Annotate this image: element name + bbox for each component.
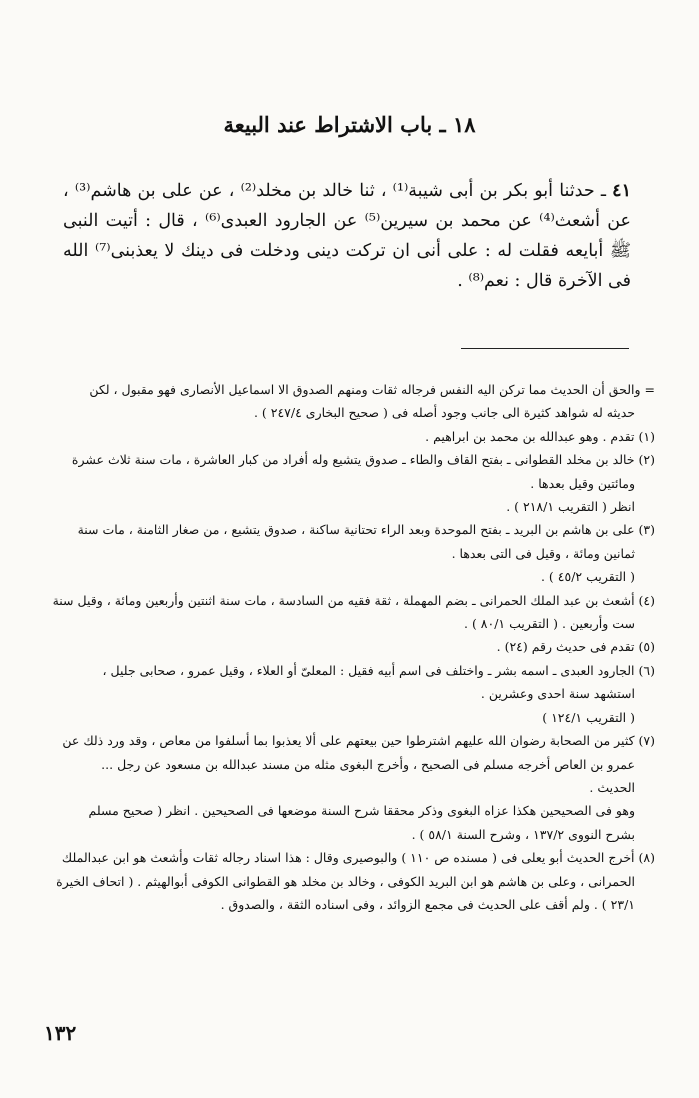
footnote-line: (٤) أشعث بن عبد الملك الحمرانى ـ بضم المهملة ، ثقة فقيه من السادسة ، مات سنة اثنتين وأربعين ومائة ، وقيل سنة xyxy=(52,592,655,608)
footnote-line: = والحق أن الحديث مما تركن اليه النفس فرجاله ثقات ومنهم الصدوق الا اسماعيل الأنصارى فهو مقبول ، لكن xyxy=(89,382,655,397)
footnote-line: بشرح النووى ١٣٧/٢ ، وشرح السنة ٥٨/١ ) . xyxy=(411,826,635,842)
footnote-line: ومائتين وقيل بعدها . xyxy=(530,475,635,491)
footnote-line: ثمانين ومائة ، وقيل فى التى بعدها . xyxy=(451,545,635,561)
footnote-line: حديثه له شواهد كثيرة الى جانب وجود أصله فى ( صحيح البخارى ٢٤٧/٤ ) . xyxy=(253,405,635,421)
footnote-line: (٦) الجارود العبدى ـ اسمه بشر ـ واختلف فى اسم أبيه فقيل : المعلىّ أو العلاء ، وقيل عمرو ، صحابى جليل ، xyxy=(102,662,655,678)
footnote-line: الحمرانى ، وعلى بن هاشم هو ابن البريد الكوفى ، وخالد بن مخلد هو القطوانى الكوفى أبوالهيثم . ( اتحاف الخيرة xyxy=(56,873,635,889)
footnotes xyxy=(45,378,655,916)
page-number: ١٣٢ xyxy=(44,1021,77,1045)
footnote-line: (٣) على بن هاشم بن البريد ـ بفتح الموحدة وبعد الراء تحتانية ساكنة ، صدوق يتشيع ، من صغار الثامنة ، مات سنة xyxy=(77,522,655,538)
footnote-line: (٧) كثير من الصحابة رضوان الله عليهم اشترطوا حين بيعتهم على ألا يعذبوا بما أسلفوا من معاص ، وقد ورد ذلك عن xyxy=(62,733,655,749)
footnote-line: وهو فى الصحيحين هكذا عزاه البغوى وذكر محققا شرح السنة موضعها فى الصحيحين . انظر ( صحيح مسلم xyxy=(88,803,635,819)
footnote-line: ٢٣/١ ) . ولم أقف على الحديث فى مجمع الزوائد ، وفى اسناده الثقة ، والصدوق . xyxy=(220,896,635,912)
hadith-paragraph xyxy=(63,176,631,296)
footnote-line: ست وأربعين . ( التقريب ٨٠/١ ) . xyxy=(464,616,635,632)
hadith-block xyxy=(63,176,631,296)
footnote-line: استشهد سنة احدى وعشرين . xyxy=(480,686,635,702)
footnote-line: (١) تقدم . وهو عبدالله بن محمد بن ابراهيم . xyxy=(425,428,655,444)
footnote-line: عمرو بن العاص أخرجه مسلم فى الصحيح ، وأخرج البغوى مثله من مسند عبدالله بن مسعود عن رجل ... xyxy=(101,756,635,772)
hadith-number: ٤١ xyxy=(612,181,631,201)
hadith-text: ـ حدثنا أبو بكر بن أبى شيبة⁽¹⁾ ، ثنا خالد بن مخلد⁽²⁾ ، عن على بن هاشم⁽³⁾ ، عن أشعث⁽⁴⁾ عن محمد بن سيرين⁽⁵⁾ عن الجارود العبدى⁽⁶⁾ ، قال : أتيت النبى ﷺ أبايعه فقلت له : على أنى ان تركت دينى ودخلت فى دينك لا يعذبنى⁽⁷⁾ الله فى الآخرة قال : نعم⁽⁸⁾ . xyxy=(63,181,632,291)
footnote-line: (٨) أخرج الحديث أبو يعلى فى ( مسنده ص ١١٠ ) والبوصيرى وقال : هذا اسناد رجاله ثقات وأشعث هو ابن عبدالملك xyxy=(61,850,655,866)
footnote-separator xyxy=(461,348,629,349)
footnote-line: ( التقريب ٤٥/٢ ) . xyxy=(540,569,635,585)
footnote-line: انظر ( التقريب ٢١٨/١ ) . xyxy=(506,499,635,515)
footnote-line: الحديث . xyxy=(589,779,635,795)
footnote-line: (٢) خالد بن مخلد القطوانى ـ بفتح القاف والطاء ـ صدوق يتشيع وله أفراد من كبار العاشرة ، مات سنة ثلاث عشرة xyxy=(71,452,655,468)
footnote-line: (٥) تقدم فى حديث رقم (٢٤) . xyxy=(496,639,655,655)
chapter-heading: ١٨ ـ باب الاشتراط عند البيعة xyxy=(223,112,476,137)
footnote-line: ( التقريب ١٢٤/١ ) xyxy=(542,709,635,725)
